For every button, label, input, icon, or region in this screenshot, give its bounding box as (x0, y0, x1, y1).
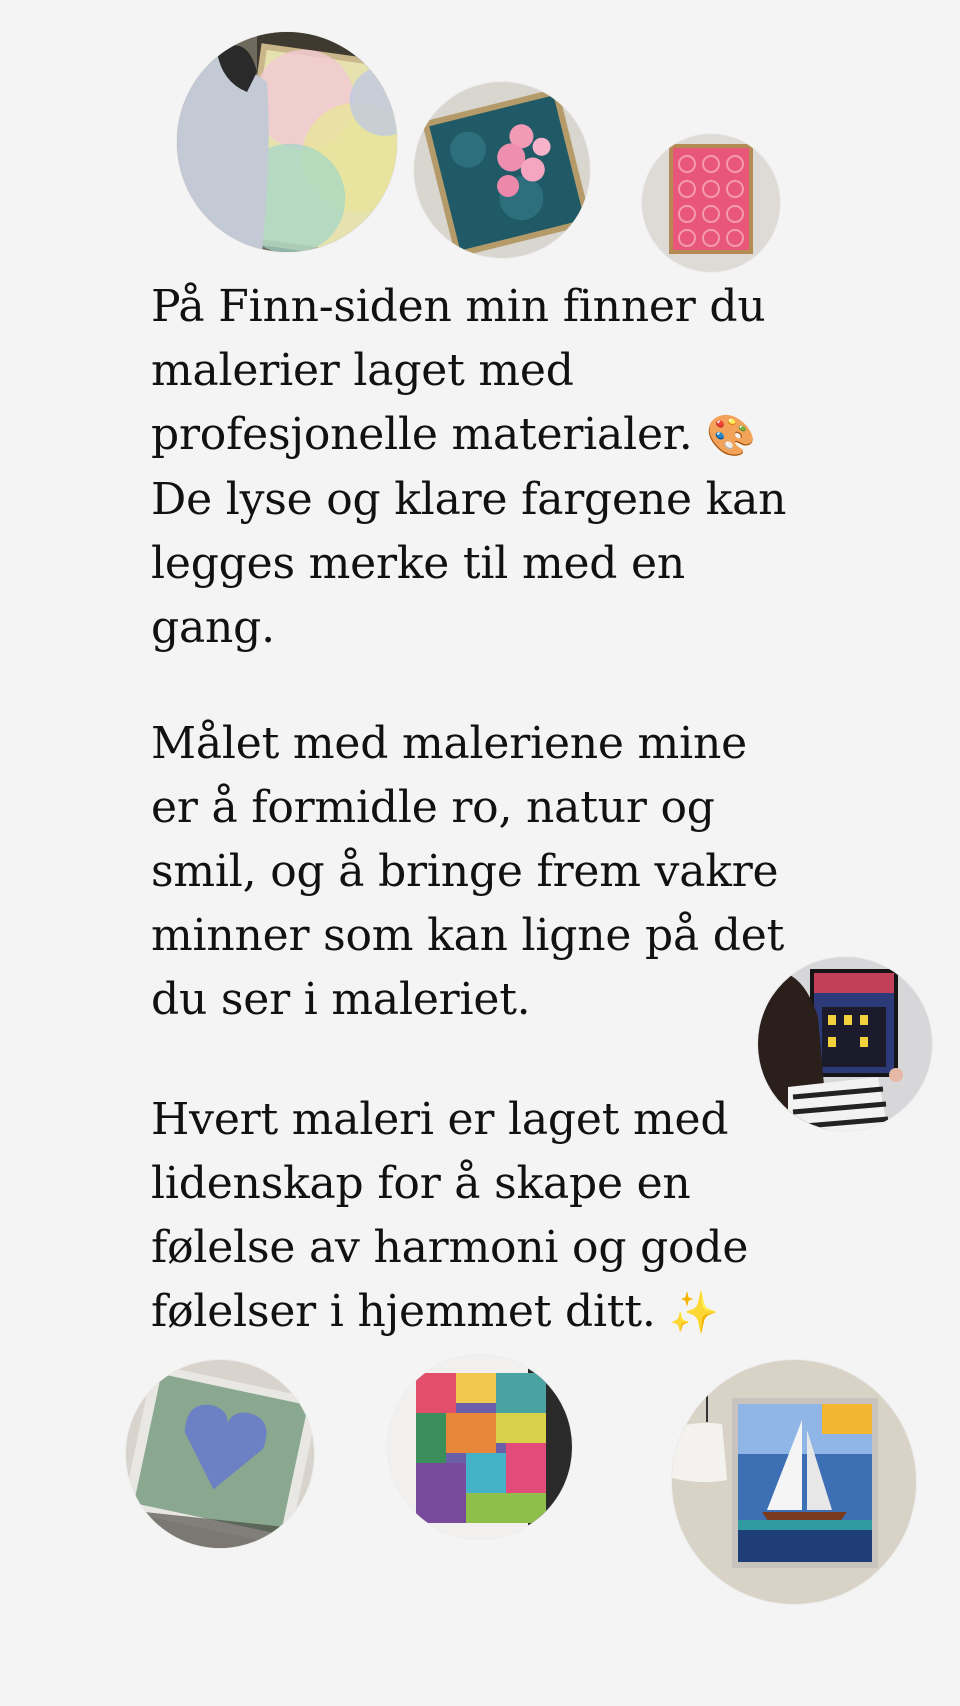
text-line: følelse av harmoni og gode (151, 1222, 749, 1273)
photo-pink-flowers-teal-painting-icon (414, 82, 590, 258)
text-line: minner som kan ligne på det (151, 910, 785, 961)
artist-palette-icon: 🎨 (706, 413, 756, 459)
photo-night-building-painting-icon (758, 957, 932, 1131)
sparkles-icon: ✨ (669, 1290, 720, 1336)
paragraph-finn-intro (151, 275, 831, 660)
text-line: Hvert maleri er laget med (151, 1094, 729, 1145)
text-line: På Finn-siden min finner du (151, 281, 766, 332)
text-line: gang. (151, 602, 275, 653)
text-line: malerier laget med (151, 345, 574, 396)
text-line: er å formidle ro, natur og (151, 782, 715, 833)
text-line: Målet med maleriene mine (151, 718, 747, 769)
paragraph-goal (151, 712, 831, 1032)
text-line: du ser i maleriet. (151, 974, 531, 1025)
text-line: smil, og å bringe frem vakre (151, 846, 779, 897)
text-line: legges merke til med en (151, 538, 686, 589)
text-line: De lyse og klare fargene kan (151, 474, 787, 525)
photo-pink-roses-painting-icon (642, 134, 780, 272)
paragraph-passion (151, 1088, 831, 1345)
text-line: lidenskap for å skape en (151, 1158, 691, 1209)
photo-blue-heart-painting-icon (126, 1360, 314, 1548)
photo-sailboat-painting-icon (672, 1360, 916, 1604)
photo-pastel-abstract-painting-icon (177, 32, 397, 252)
text-line: følelser i hjemmet ditt. ✨ (151, 1286, 720, 1337)
photo-geometric-colorful-painting-icon (388, 1355, 572, 1539)
text-line: profesjonelle materialer. 🎨 (151, 409, 756, 460)
